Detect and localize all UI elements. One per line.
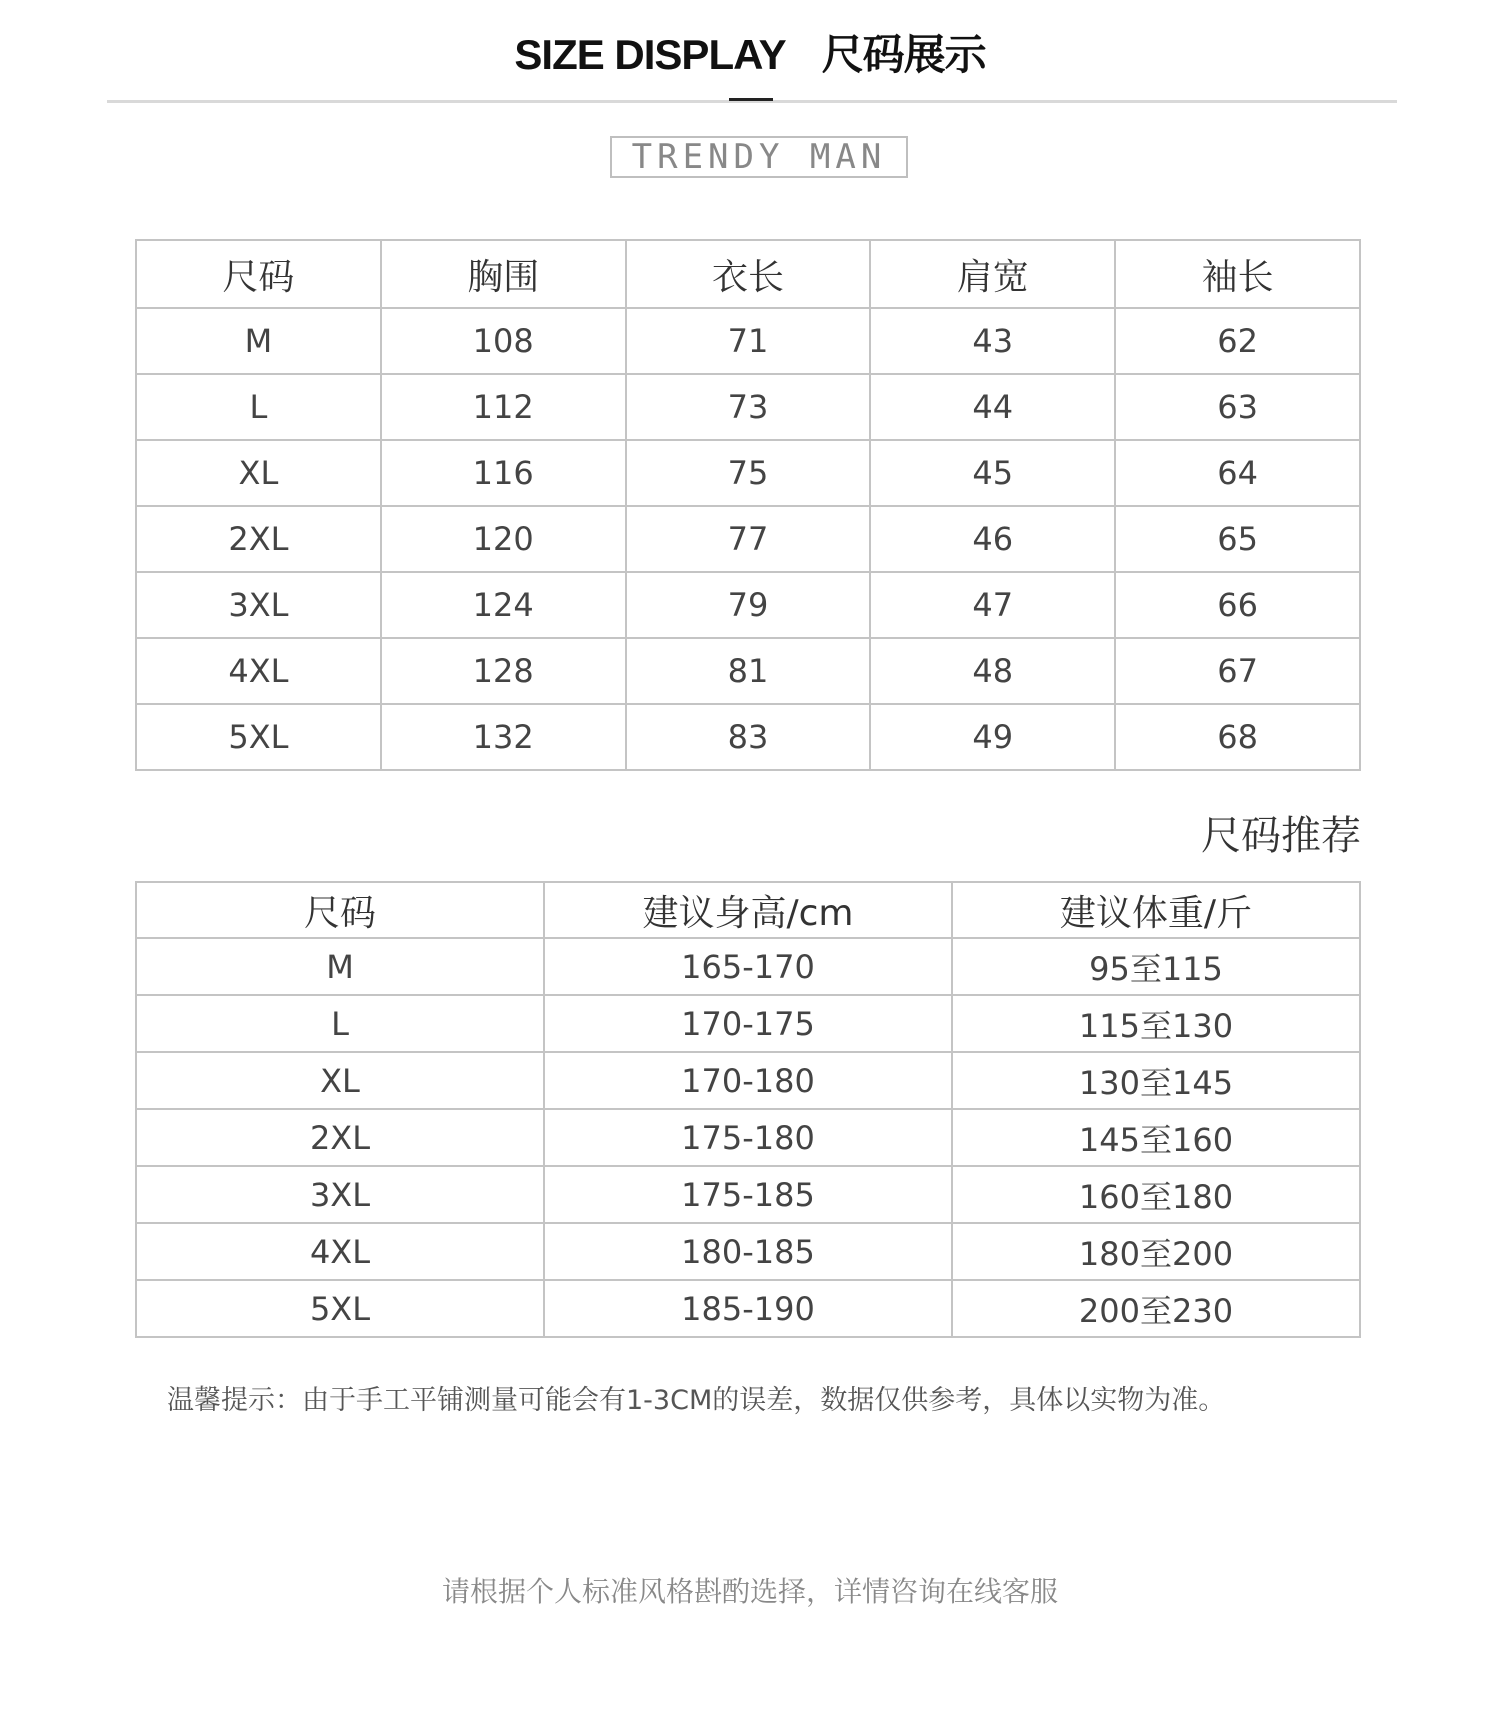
table-header-row — [136, 240, 1360, 308]
table-cell: 47 — [870, 572, 1115, 638]
measurement-tip: 温馨提示：由于手工平铺测量可能会有1-3CM的误差，数据仅供参考，具体以实物为准。 — [167, 1385, 1226, 1416]
table-row — [136, 440, 1360, 506]
table-row — [136, 704, 1360, 770]
table-cell: L — [136, 995, 544, 1052]
table-cell: 2XL — [136, 506, 381, 572]
table-cell: 128 — [381, 638, 626, 704]
table-cell: 95至115 — [952, 938, 1360, 995]
table-row — [136, 1052, 1360, 1109]
table-cell: 108 — [381, 308, 626, 374]
table-cell: 62 — [1115, 308, 1360, 374]
table-cell: 49 — [870, 704, 1115, 770]
size-chart-table — [135, 239, 1361, 771]
header-cell-size: 尺码 — [136, 882, 544, 938]
table-cell: 175-185 — [544, 1166, 952, 1223]
table-cell: 67 — [1115, 638, 1360, 704]
table-cell: L — [136, 374, 381, 440]
page-title — [0, 22, 1500, 82]
table-cell: 3XL — [136, 572, 381, 638]
header-cell-shoulder: 肩宽 — [870, 240, 1115, 308]
table-cell: 66 — [1115, 572, 1360, 638]
table-cell: 83 — [626, 704, 871, 770]
recommendation-title: 尺码推荐 — [1201, 813, 1361, 859]
table-cell: 63 — [1115, 374, 1360, 440]
table-row — [136, 1223, 1360, 1280]
table-cell: 180至200 — [952, 1223, 1360, 1280]
table-cell: 44 — [870, 374, 1115, 440]
table-cell: 48 — [870, 638, 1115, 704]
table-cell: 2XL — [136, 1109, 544, 1166]
table-cell: M — [136, 308, 381, 374]
table-cell: XL — [136, 440, 381, 506]
table-cell: 200至230 — [952, 1280, 1360, 1337]
table-row — [136, 938, 1360, 995]
table-cell: 4XL — [136, 638, 381, 704]
table-cell: 145至160 — [952, 1109, 1360, 1166]
table-row — [136, 1109, 1360, 1166]
footer-note: 请根据个人标准风格斟酌选择，详情咨询在线客服 — [441, 1575, 1058, 1608]
table-cell: 165-170 — [544, 938, 952, 995]
table-cell: 185-190 — [544, 1280, 952, 1337]
table-cell: 115至130 — [952, 995, 1360, 1052]
table-cell: 3XL — [136, 1166, 544, 1223]
page-title-chinese: 尺码展示 — [821, 30, 986, 79]
header-cell-size: 尺码 — [136, 240, 381, 308]
table-cell: 120 — [381, 506, 626, 572]
table-cell: 43 — [870, 308, 1115, 374]
page-title-english: SIZE DISPLAY — [514, 31, 786, 78]
table-cell: M — [136, 938, 544, 995]
header-cell-height: 建议身高/cm — [544, 882, 952, 938]
table-cell: XL — [136, 1052, 544, 1109]
table-row — [136, 572, 1360, 638]
table-cell: 170-175 — [544, 995, 952, 1052]
header-divider-accent — [729, 98, 773, 101]
header-cell-chest: 胸围 — [381, 240, 626, 308]
table-row — [136, 374, 1360, 440]
table-row — [136, 308, 1360, 374]
table-cell: 160至180 — [952, 1166, 1360, 1223]
table-cell: 73 — [626, 374, 871, 440]
table-row — [136, 506, 1360, 572]
table-cell: 4XL — [136, 1223, 544, 1280]
table-cell: 79 — [626, 572, 871, 638]
brand-badge: TRENDY MAN — [610, 136, 908, 178]
table-cell: 46 — [870, 506, 1115, 572]
table-row — [136, 638, 1360, 704]
table-cell: 175-180 — [544, 1109, 952, 1166]
header-cell-sleeve: 袖长 — [1115, 240, 1360, 308]
table-row — [136, 1280, 1360, 1337]
table-cell: 5XL — [136, 704, 381, 770]
table-cell: 124 — [381, 572, 626, 638]
table-cell: 77 — [626, 506, 871, 572]
table-cell: 116 — [381, 440, 626, 506]
table-cell: 130至145 — [952, 1052, 1360, 1109]
table-cell: 81 — [626, 638, 871, 704]
table-cell: 71 — [626, 308, 871, 374]
header-cell-length: 衣长 — [626, 240, 871, 308]
table-cell: 45 — [870, 440, 1115, 506]
table-cell: 65 — [1115, 506, 1360, 572]
header-cell-weight: 建议体重/斤 — [952, 882, 1360, 938]
table-row — [136, 995, 1360, 1052]
table-cell: 75 — [626, 440, 871, 506]
table-cell: 68 — [1115, 704, 1360, 770]
table-cell: 180-185 — [544, 1223, 952, 1280]
table-header-row — [136, 882, 1360, 938]
table-cell: 132 — [381, 704, 626, 770]
table-cell: 5XL — [136, 1280, 544, 1337]
table-cell: 64 — [1115, 440, 1360, 506]
table-row — [136, 1166, 1360, 1223]
table-cell: 112 — [381, 374, 626, 440]
table-cell: 170-180 — [544, 1052, 952, 1109]
size-recommendation-table — [135, 881, 1361, 1338]
